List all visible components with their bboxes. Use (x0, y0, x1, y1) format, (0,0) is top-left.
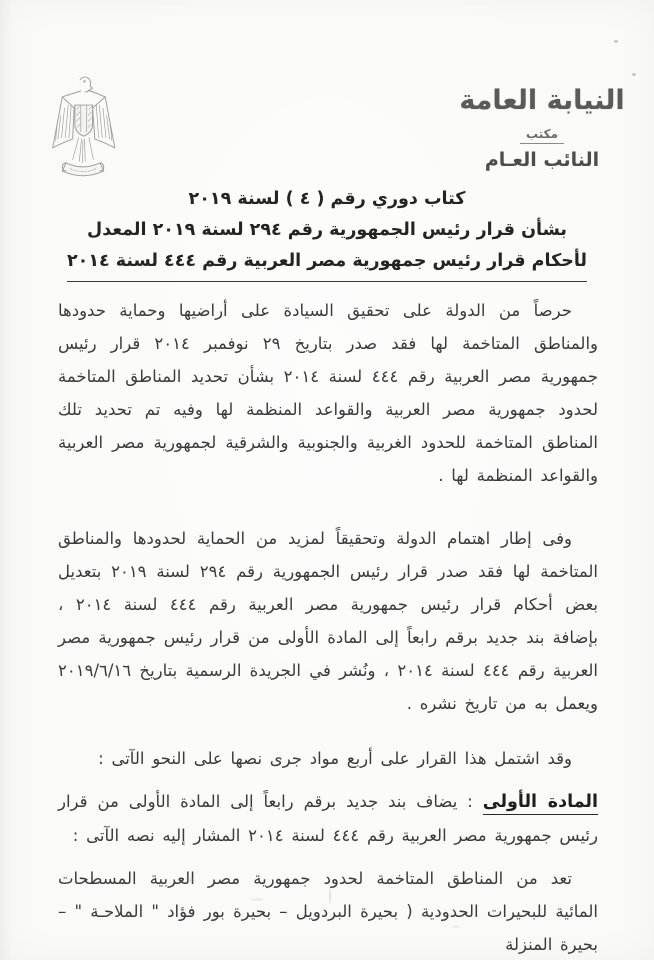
title-line-1: كتاب دوري رقم ( ٤ ) لسنة ٢٠١٩ (188, 189, 466, 209)
office-name: النائب العـام (484, 148, 600, 171)
article-one-text: : يضاف بند جديد برقم رابعاً إلى المادة الأولى من قرار رئيس جمهورية مصر العربية رقم ٤٤٤ لسنة ٢٠١٤ المشار إليه نصه الآتى : (58, 792, 598, 845)
scan-speck (452, 925, 460, 928)
paragraph-article-one (58, 785, 598, 852)
letterhead (442, 84, 642, 171)
title-line-2: بشأن قرار رئيس الجمهورية رقم ٢٩٤ لسنة ٢٠١٩ المعدل (87, 220, 567, 240)
office-label: مكتب (520, 127, 564, 144)
scan-speck (250, 898, 264, 901)
article-one-label: المادة الأولى (483, 792, 598, 815)
paragraph-preamble: حرصاً من الدولة على تحقيق السيادة على أراضيها وحماية حدودها والمناطق المتاخمة لها فقد صدر بتاريخ ٢٩ نوفمبر ٢٠١٤ قرار رئيس جمهورية مصر العربية رقم ٤٤٤ لسنة ٢٠١٤ بشأن تحديد المناطق المتاخمة لحدود جمهورية مصر العربية والقواعد المنظمة لها وفيه تم تحديد تلك المناطق المتاخمة للحدود الغربية والجنوبية والشرقية لجمهورية مصر العربية والقواعد المنظمة لها . (58, 301, 599, 485)
org-title: النيابة العامة (459, 85, 625, 116)
paragraph-contents-intro: وقد اشتمل هذا القرار على أربع مواد جرى نصها على النحو الآتى : (98, 749, 572, 768)
scan-speck (329, 888, 331, 904)
paragraph-lakes: تعد من المناطق المتاخمة لحدود جمهورية مصر العربية المسطحات المائية للبحيرات الحدودية ( بحيرة البردويل – بحيرة بور فؤاد " الملاحـة " – بحيرة المنزلة (58, 869, 598, 954)
document-title-block (0, 184, 654, 282)
scan-speck (632, 73, 636, 76)
scan-speck (614, 40, 618, 43)
paragraph-amendment: وفى إطار اهتمام الدولة وتحقيقاً لمزيد من الحماية لحدودها والمناطق المتاخمة لها فقد صدر قرار رئيس الجمهورية رقم ٢٩٤ لسنة ٢٠١٩ بتعديل بعض أحكام قرار رئيس جمهورية مصر العربية رقم ٤٤٤ لسنة ٢٠١٤ ، بإضافة بند جديد برقم رابعاً إلى المادة الأولى من قرار رئيس جمهورية مصر العربية رقم ٤٤٤ لسنة ٢٠١٤ ، ونُشر في الجريدة الرسمية بتاريخ ٢٠١٩/٦/١٦ ويعمل به من تاريخ نشره . (58, 529, 599, 713)
document-body (58, 294, 598, 960)
egypt-eagle-emblem-icon (46, 70, 120, 186)
title-line-3: لأحكام قرار رئيس جمهورية مصر العربية رقم ٤٤٤ لسنة ٢٠١٤ (0, 246, 654, 282)
